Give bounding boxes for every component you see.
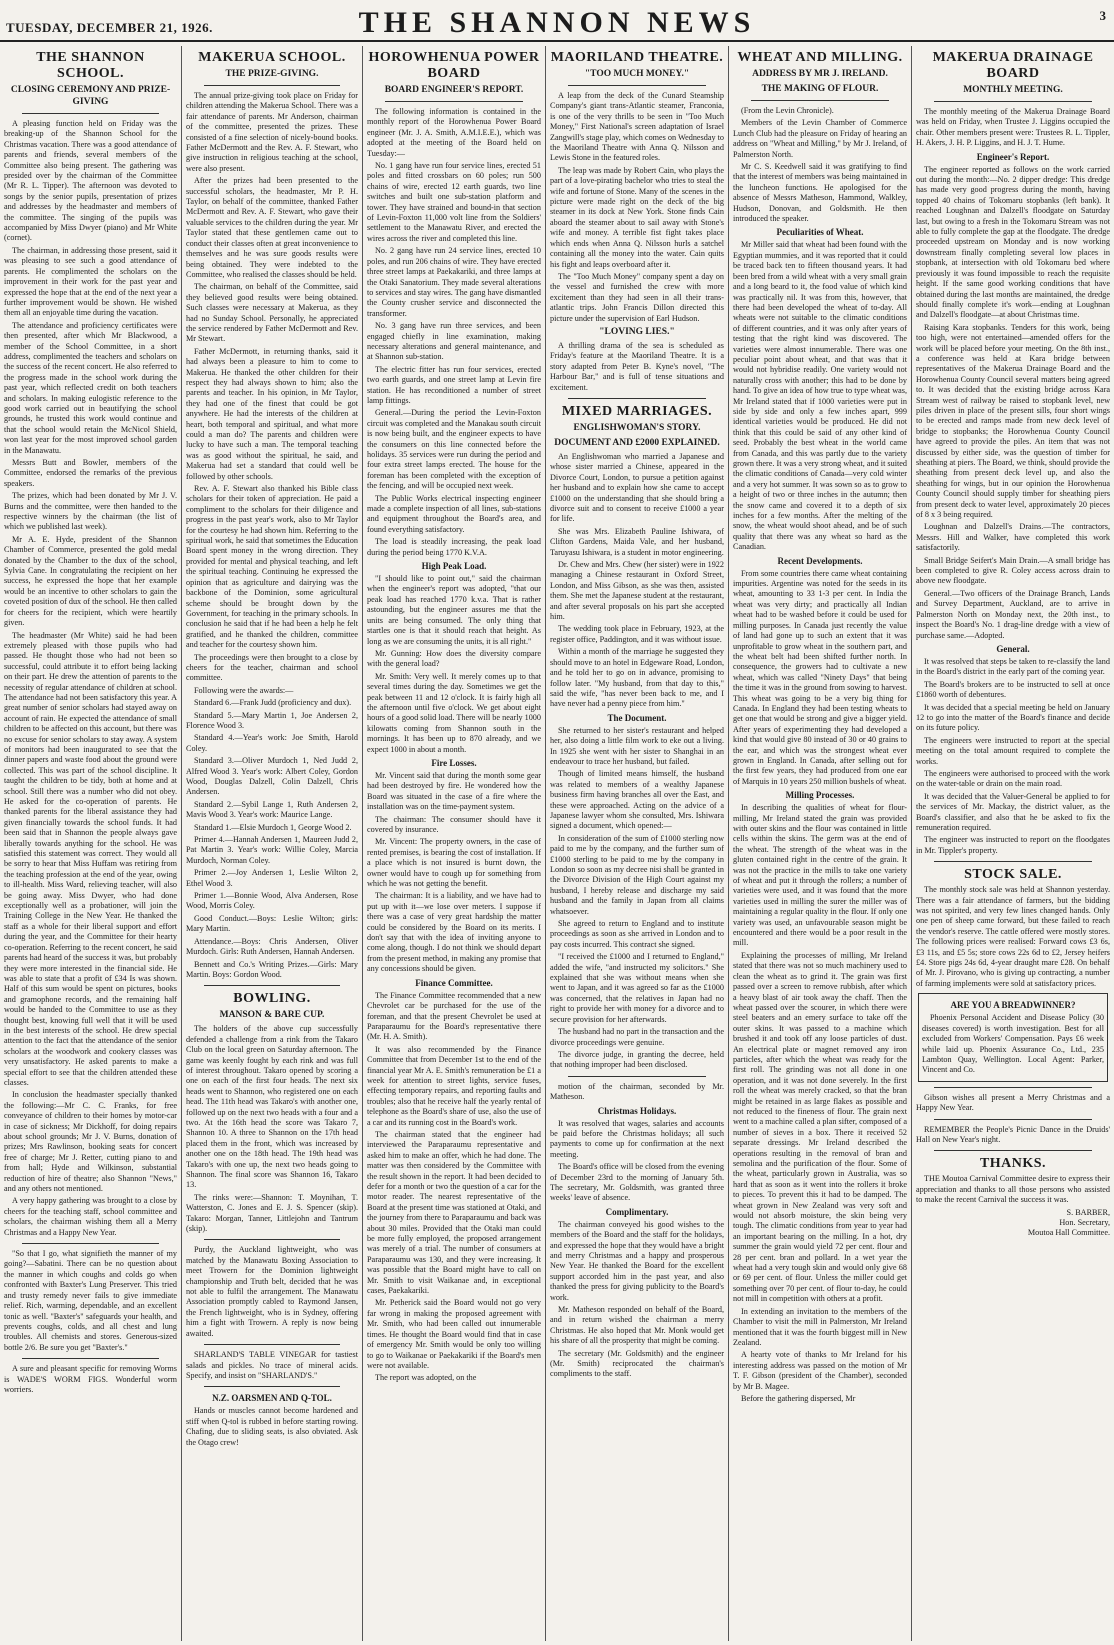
divider (934, 1087, 1092, 1088)
advertisement: A sure and pleasant specific for removing Worms is WADE'S WORM FIGS. Wonderful worm worriers. (4, 1364, 177, 1394)
paragraph: Primer 1.—Bonnie Wood, Alva Andersen, Rose Wood, Morris Coley. (186, 891, 358, 911)
section-heading: Complimentary. (605, 1206, 669, 1217)
subheadline: THE MAKING OF FLOUR. (761, 84, 879, 94)
headline: MAKERUA DRAINAGE BOARD (932, 50, 1094, 81)
section-heading: The Document. (607, 712, 667, 723)
notice: Gibson wishes all present a Merry Christmas and a Happy New Year. (916, 1092, 1110, 1113)
paragraph: It was decided that a special meeting be held on January 12 to go into the matter of the Board's finance and decide on its future policy. (916, 702, 1110, 733)
paragraph: The husband had no part in the transaction and the divorce proceedings were genuine. (550, 1027, 724, 1047)
subheadline: DOCUMENT AND £2000 EXPLAINED. (554, 437, 720, 448)
paragraph: A very happy gathering was brought to a close by cheers for the teaching staff, school committee and scholars, the chairman wishing them all a Merry Christmas and a Happy New Year. (4, 1196, 177, 1237)
divider (568, 1076, 706, 1077)
paragraph: Standard 3.—Oliver Murdoch 1, Ned Judd 2, Alfred Wood 3. Year's work: Albert Coley, Gordon Wood, Douglas Dalzell, Colin Dalzell, Chris Andersen. (186, 756, 358, 797)
paragraph: The engineer reported as follows on the work carried out during the month:—No. 2 dipper dredge: This dredge has made very good progress during the month, having topped 40 chains of Tokomaru stopbanks (left bank). It reached Loughnan and Dalzell's floodgate on Saturday last, but owing to a fresh in the Tokomaru Stream was not able to fully complete the gap at the floodgate. The dredge proceeded upstream on Monday and is now working downstream finally completing several low places in stopbank, at intersection with old Tokomaru bed where previously it was found impossible to reach the requisite height. If the same good working conditions that have obtained during the last months are maintained, the dredge should finally complete it's work—ending at Loughnan and Dalzell's floodgate—at about Christmas time. (916, 164, 1110, 320)
section-heading: Fire Losses. (431, 757, 477, 768)
paragraph: Standard 6.—Frank Judd (proficiency and dux). (194, 698, 352, 708)
signature-name: S. BARBER, (1066, 1207, 1110, 1217)
paragraph: Loughnan and Dalzell's Drains.—The contractors, Messrs. Hill and Walker, have completed this work satisfactorily. (916, 522, 1110, 553)
paragraph: An Englishwoman who married a Japanese and whose sister married a Chinese, appeared in the Divorce Court, London, to pursue a petition against her husband and to explain how she came to accept £1000 on the understanding that she should bring a divorce suit and to consent to receive £1000 a year for life. (550, 451, 724, 524)
paragraph: Primer 4.—Hannah Andersen 1, Maureen Judd 2, Pat Martin 3. Year's work: Willie Coley, Marcia Murdoch, Norman Coley. (186, 835, 358, 865)
paragraph: Dr. Chew and Mrs. Chew (her sister) were in 1922 managing a Chinese restaurant in Oxford Street, London, and Miss Gibson, as she was then, assisted them. She met the Japanese student at the restaurant, and after several proposals on his part she accepted him. (550, 560, 724, 622)
paragraph: In conclusion the headmaster specially thanked the following:—Mr C. C. Franks, for free conveyance of children to their homes by motor-car in case of sickness; Mr Dickhoff, for doing repairs about school grounds; Mr J. V. Burns, donation of prizes; Mrs Rawlinson, booking seats for concert free of charge; Mr J. Retter, cutting piano to and from hall; Hyde and Wilkinson, substantial reduction of hire of theatre; also Shannon "News," and any others not mentioned. (4, 1090, 177, 1194)
paragraph: Explaining the processes of milling, Mr Ireland stated that there was not so much machinery used to clean the wheat as to grind it. The grain was first passed over a screen to remove rubbish, after which a heavy blast of air took away the chaff. Then the wheat passed over the scourer, in which there were steel beaters and an emery surface to take off the outer skins. It was passed to a machine which brushed it and took off any loose particles of dust. An electrical plate or magnet removed any iron particles, after which the wheat was ready for the first roll. The grinding was not all done in one operation, and it was not done severely. In the first roll the wheat was merely cracked, so that the bran might be retained in as large flakes as possible and not reduced to the fineness of flour. The grain next went to a machine called a plan sifter, composed of a number of sieves in a box. There it received 52 separate dressings. Mr Ireland described the operations resulting in the removal of bran and semolina and the purification of the flour. Some of the wheat, particularly grown in Australia, was so hard that as soon as it went into the rollers it broke to pieces. To prevent this it had to be damped. The wheat grown in New Zealand was very soft and would not absorb moisture, the skin being very tough. The climatic conditions from year to year had an important bearing on the milling. In a hot, dry summer the grain would yield 72 per cent. flour and 28 per cent. bran and pollard. In a wet year the wheat had a very tough skin and would only give 68 or 69 per cent. of flour. Unless the miller could get something over 70 per cent. of flour to-day, he could not mill in competition with others at a profit. (733, 950, 907, 1304)
paragraph: In extending an invitation to the members of the Chamber to visit the mill in Palmerston, Mr Ireland mentioned that it was the fourth biggest mill in New Zealand. (733, 1306, 907, 1347)
paragraph: The leap was made by Robert Cain, who plays the part of a love-pirating bachelor who tries to steal the wife and fortune of Stone. Many of the scenes in the picture were made right on the deck of the big steamer in its dock at New York. Stone finds Cain aboard the steamer about to sail away with Stone's wife and money. A terrible fist fight takes place which ends when Anna Q. Nilsson hurls a satchel containing all the money into the water. Cain quits his fight and leaps overboard after it. (550, 165, 724, 269)
divider (22, 113, 159, 114)
section-heading: General. (996, 643, 1030, 654)
paragraph: The engineers were instructed to report at the special meeting on the total amount required to complete the works. (916, 735, 1110, 766)
section-heading: Peculiarities of Wheat. (776, 227, 864, 238)
paragraph: Standard 5.—Mary Martin 1, Joe Andersen 2, Florence Wood 3. (186, 710, 358, 730)
paragraph: A pleasing function held on Friday was the breaking-up of the Shannon School for the Christmas vacation. There was a good attendance of parents and friends, several members of the Committee also being present. The gathering was presided over by the chairman of the Committee (Mr R. L. Tipper). The afternoon was devoted to songs by the senior pupils, presentation of prizes and addresses by the headmaster and members of the committee. The singing of the pupils was accompanied by Miss Dwyer (piano) and Mr White (cornet). (4, 119, 177, 243)
paragraph: No. 3 gang have run three services, and been engaged chiefly in line examination, making necessary alterations and general maintenance, and at Shannon sub-station. (367, 321, 541, 362)
paragraph: Following were the awards:— (194, 685, 294, 695)
paragraph: Within a month of the marriage he suggested they should move to an hotel in Edgeware Road, London, and he told her to go on in advance, promising to follow later. "My husband, from that day to this," said the wife, "has never been back to me, and I have never had a penny piece from him." (550, 647, 724, 709)
paragraph: Father McDermott, in returning thanks, said it had always been a pleasure to him to come to Makerua. He thanked the other children for their respect they had always shown to him; also the parents and teacher. In his opinion, in Mr Taylor, they had one of the finest that could be got anywhere. He had the interests of the children at heart, both temporal and spiritual, and what more could a man do? The parents and children were lucky to have such a man. The temporal teaching was as good without the spiritual, he said, and Makerua had set a standard that could well be followed by other schools. (186, 346, 358, 481)
paragraph: Small Bridge Seifert's Main Drain.—A small bridge has been completed to give R. Coley access across drain to above new floodgate. (916, 555, 1110, 586)
notice: REMEMBER the People's Picnic Dance in the Druids' Hall on New Year's night. (916, 1124, 1110, 1144)
paragraph: (From the Levin Chronicle). (741, 106, 834, 115)
advertisement: Phoenix Personal Accident and Disease Policy (30 diseases covered) is worth investigation. Best for all excluded from Workers' Compensation. Pays £6 week while laid up. Phoenix Assurance Co., Ltd., 235 Lambton Quay, Wellington. Local Agent: Parker, Vincent and Co. (922, 1013, 1104, 1075)
paragraph: The chairman conveyed his good wishes to the members of the Board and the staff for the holidays, and expressed the hope that they would have a bright and merry Christmas and a happy and prosperous New Year. He thanked the Board for the excellent support accorded him in the past year, and also thanked the press for giving publicity to the Board's work. (550, 1219, 724, 1302)
section-heading: Recent Developments. (777, 555, 863, 566)
divider (934, 1119, 1092, 1120)
paragraph: Primer 2.—Joy Andersen 1, Leslie Wilton 2, Ethel Wood 3. (186, 868, 358, 888)
paragraph: The Board's brokers are to be instructed to sell at once £1860 worth of debentures. (916, 679, 1110, 700)
section-heading: Finance Committee. (415, 977, 493, 988)
subheadline: MANSON & BARE CUP. (219, 1010, 325, 1021)
paragraph: The holders of the above cup successfully defended a challenge from a rink from the Takaro Club on the local green on Saturday afternoon. The game was keenly fought by each rink and was full of interest throughout. Takaro opened by scoring a one on each of the first four heads. The next six heads went to Shannon, who registered one on each head. The 11th head was Takaro's with another one, followed up on the next two heads with a four and a two. At the 16th head the score was Takaro 7, Shannon 10. A three to Shannon on the 17th head placed them in the front, which was increased by another one on the 18th head. The 19th head was Takaro's with one up, the next two heads going to Shannon. The final score was Shannon 16, Takaro 13. (186, 1024, 358, 1190)
divider (934, 101, 1092, 102)
column-maoriland-theatre (546, 46, 728, 1641)
paragraph: The engineers were authorised to proceed with the work on the water-table or drain on the main road. (916, 768, 1110, 789)
paragraph: Mr. Petherick said the Board would not go very far wrong in making the proposed agreement with Mr. Smith, who had been called out innumerable times. He thought the Board would find that in case of emergency Mr. Smith would be only too willing to go to Waikanae or Paekakariki if the Board's men were not available. (367, 1298, 541, 1370)
paragraph: The load is steadily increasing, the peak load during the period being 1770 K.V.A. (367, 537, 541, 557)
headline: WHEAT AND MILLING. (737, 50, 903, 65)
paragraph: General.—Two officers of the Drainage Branch, Lands and Survey Department, Auckland, are to arrive in Palmerston North on Monday next, the 20th inst., to inspect the Board's No. 1 drag-line dredge with a view of purchase same.—Adopted. (916, 588, 1110, 640)
paragraph: In consideration of the sum of £1000 sterling now paid to me by the company, and the further sum of £1000 sterling to be paid to me by the company in London so soon as my decree nisi shall be granted in the Divorce Division of the High Court against my husband, I hereby release and discharge my said husband and the family in Japan from all claims whatsoever. (550, 833, 724, 916)
headline: BOWLING. (233, 991, 311, 1007)
paragraph: The monthly stock sale was held at Shannon yesterday. There was a fair attendance of farmers, but the bidding was not spirited, and very few lines changed hands. Only one pen of sheep came forward, but these failed to reach the vendor's reserve. The cattle offered were mostly stores. The following prices were realised: Forward cows £3 6s, £3 11s, and £5 5s; store cows 22s 6d to £2, Jersey heifers £4. Store pigs 24s 6d, 4-year draught mare £28. On behalf of Mr. J. Pirovano, who is giving up contracting, a number of farming implements were sold at satisfactory prices. (916, 885, 1110, 988)
paragraph: No. 2 gang have run 24 service lines, erected 10 poles, and run 206 chains of wire. They have erected three street lamps at Paekakariki, and three lamps at the Otaki Sanatorium. They made several alterations to services and stay wires. The gang have dismantled the County crusher service and disconnected the transformer. (367, 246, 541, 318)
headline: MAKERUA SCHOOL. (198, 50, 346, 65)
paragraph: Mr. Vincent: The property owners, in the case of rented premises, is bearing the cost of installation. If a place which is not insured is burnt down, the owner would have to cough up for something from which he was not getting the benefit. (367, 837, 541, 889)
paragraph: The Finance Committee recommended that a new Chevrolet car be purchased for the use of the foreman, and that the present Chevrolet be used at Paraparaumu for the Board's representative there (Mr. H. A. Smith). (367, 990, 541, 1042)
divider (204, 985, 340, 986)
advertisement-heading: N.Z. OARSMEN AND Q-TOL. (212, 1393, 332, 1404)
advertisement-heading: ARE YOU A BREADWINNER? (950, 1000, 1076, 1011)
divider (204, 1386, 340, 1387)
column-drainage-board (912, 46, 1114, 1641)
paragraph: Mr. Matheson responded on behalf of the Board, and in return wished the chairman a merry Christmas. He also hoped that Mr. Monk would get his share of all the prosperity that might be coming. (550, 1305, 724, 1346)
headline: STOCK SALE. (964, 867, 1062, 883)
paragraph: Purdy, the Auckland lightweight, who was matched by the Manawatu Boxing Association to meet Trowern for the Dominion lightweight championship and Truth belt, decided that he was not able to fulfil the arrangement. The Manawatu Association promptly cabled to Raymond Jansen, the French lightweight, who is in Sydney, offering him a fight with Trowern. A reply is now being awaited. (186, 1245, 358, 1338)
divider (204, 1239, 340, 1240)
headline: MIXED MARRIAGES. (561, 403, 713, 419)
paragraph: "I should like to point out," said the chairman when the engineer's report was adopted, "that our peak load has reached 1770 k.v.a. That is rather astounding, but the engineer assures me that the units are being consumed. The only thing that startles one is that it should reach that height. As long as we are consuming the units, it is all right." (367, 574, 541, 646)
paragraph: Members of the Levin Chamber of Commerce Lunch Club had the pleasure on Friday of hearing an address on "Wheat and Milling," by Mr J. Ireland, of Palmerston North. (733, 118, 907, 159)
paragraph: General.—During the period the Levin-Foxton circuit was completed and the Manakau south circuit is now being built, and the engineer expects to have the consumers on this line connected before the holidays. 35 services were run during the period and four extra street lamps erected. The house for the foreman has been completed with the exception of the fencing, and will be occupied next week. (367, 408, 541, 491)
subheadline: MONTHLY MEETING. (963, 85, 1063, 95)
paragraph: It was resolved that wages, salaries and accounts be paid before the Christmas holidays; all such payments to come up for confirmation at the next meeting. (550, 1118, 724, 1159)
masthead (0, 0, 1114, 42)
headline: THANKS. (979, 1156, 1047, 1172)
divider (22, 1358, 159, 1359)
advertisement: Hands or muscles cannot become hardened and stiff when Q-tol is rubbed in before starting rowing. Chafing, due to sliding seats, is also obviated. Ask the Otago crew! (186, 1406, 358, 1447)
paragraph: Raising Kara stopbanks. Tenders for this work, being too high, were not entertained—amended offers for the work will be placed before your meeting. On the 8th inst., a conference was held at Kara bridge between representatives of the Makerua Drainage Board and the Horowhenua County Council several matters being agreed to. It was decided that the existing bridge across Kara Stream west of railway be raised to stopbank level, new piles driven in place of the present sills, four short wings to be erected and ramps made from new deck level of bridge to stopbanks; the Horowhenua County Council have agreed to provide the piles. An item that was not discussed by either side, was the question of timber for sheathing at piers. The Board, we think, should provide the sheathing from present deck level up, and also the sheathing for wings, but in our opinion the Horowhenua County Council should supply timber for sheathing piers from present deck to water level, approximately 20 pieces of 8 x 3 being required. (916, 322, 1110, 520)
paragraph: A hearty vote of thanks to Mr Ireland for his interesting address was passed on the motion of Mr T. F. Gibson (president of the Chamber), seconded by Mr B. Magee. (733, 1350, 907, 1391)
paragraph: The secretary (Mr. Goldsmith) and the engineer (Mr. Smith) reciprocated the chairman's compliments to the staff. (550, 1348, 724, 1379)
section-heading: Christmas Holidays. (597, 1105, 677, 1116)
paragraph: The prizes, which had been donated by Mr J. V. Burns and the committee, were then handed to the respective winners by the chairman (the list of which we published last week). (4, 491, 177, 532)
headline: HOROWHENUA POWER BOARD (368, 50, 540, 81)
paragraph: The chairman stated that the engineer had interviewed the Paraparaumu representative and asked him to make an offer, which he had done. The matter was then considered by the Committee with the result shown in the report. It had been decided to defer for a month or two the question of a car for the motor reader. The nearest representative of the Board at the present time was stationed at Otaki, and the journey from there to Paraparaumu and back was about 30 miles. Provided that the Otaki man could be more fully employed, the proposed arrangement was merely of a trial. The number of consumers at Paraparaumu was 130, and they were increasing. It was possible that the Board might have to call on Mr. Smith to visit Waikanae and, in exceptional cases, Paekakariki. (367, 1129, 541, 1296)
paragraph: The attendance and proficiency certificates were then presented, after which Mr Blackwood, a member of the School Committee, in a short address, complimented the teachers and scholars on the success of the recent concert. He also referred to the progress made in the school work during the past year, which reflected credit on both teachers and scholars. In making eulogistic reference to the good work carried out in beautifying the school grounds, he trusted this work would continue and that the school would retain the McNicol Shield, won last year for the most improved school garden in the Manawatu. (4, 320, 177, 455)
column-makerua-school (182, 46, 362, 1641)
paragraph: THE Moutoa Carnival Committee desire to express their appreciation and thanks to all those persons who assisted to make the recent Carnival the success it was. (916, 1174, 1110, 1205)
paragraph: In describing the qualities of wheat for flour-milling, Mr Ireland stated the grain was provided with outer skins and the flour was contained in little cells within the skins. The germ was at the end of the wheat. The strength of the wheat was in the gluten contained right in the centre of the grain. It was not the practice in the mills to take one variety of wheat and put it through the rollers; a number of varieties were used, and it was found that the more varieties used in milling the surer the miller was of maintaining a regular quality in the flour. If only one variety was used, an unfavourable season might be encountered and there would be a poor result in the mill. (733, 803, 907, 948)
paragraph: The rinks were:—Shannon: T. Moynihan, T. Watterston, C. Jones and E. J. S. Spencer (skip). Takaro: Morgan, Tanner, Littlejohn and Tantrum (skip). (186, 1192, 358, 1234)
subheadline: ADDRESS BY MR J. IRELAND. (752, 69, 888, 79)
divider (204, 1344, 340, 1345)
paragraph: It was decided that the Valuer-General be applied to for the services of Mr. Mackay, the district valuer, as the Board's classifier, and also that he be asked to fix the remuneration required. (916, 791, 1110, 832)
paragraph: After the prizes had been presented to the successful scholars, the headmaster, Mr P. H. Taylor, on behalf of the committee, thanked Father McDermott and Rev. A. F. Stewart, who gave their valuable services to the children during the year. Mr Taylor stated that these gentlemen came out to conduct their classes often at great inconvenience to themselves and he was sure goods results were being obtained. They were indebted to the Committee, who realised the classes should be held. (186, 176, 358, 279)
divider (204, 85, 340, 86)
subheadline: THE PRIZE-GIVING. (225, 69, 319, 79)
paragraph: Standard 2.—Sybil Lange 1, Ruth Andersen 2, Mavis Wood 3. Year's work: Maurice Lange. (186, 799, 358, 820)
paragraph: A thrilling drama of the sea is scheduled as Friday's feature at the Maoriland Theatre. It is a story adapted from Peter B. Kyne's novel, "The Harbour Bar," and is full of tense situations and excitement. (550, 340, 724, 392)
divider (385, 101, 523, 102)
divider (568, 398, 706, 399)
column-wheat-milling (729, 46, 911, 1641)
subheadline: "TOO MUCH MONEY." (584, 69, 690, 79)
subheadline: CLOSING CEREMONY AND PRIZE-GIVING (10, 85, 171, 107)
paragraph: It was resolved that steps be taken to re-classify the land in the Board's district in the early part of the coming year. (916, 656, 1110, 677)
paragraph: Though of limited means himself, the husband was related to members of a wealthy Japanese business firm having branches all over the East, and these were approached. Acting on the advice of a Japanese lawyer whom she consulted, Mrs. Ishiwara signed a document, which opened:— (550, 769, 724, 831)
paragraph: Standard 1.—Elsie Murdoch 1, George Wood 2. (194, 822, 352, 832)
paragraph: The "Too Much Money" company spent a day on the vessel and furnished the crew with more excitement than they had seen in all their trans-atlantic trips. John Francis Dillon directed this picture under the supervision of Earl Hudson. (550, 271, 724, 323)
subheadline: "LOVING LIES." (599, 326, 675, 337)
paragraph: It was also recommended by the Finance Committee that from December 1st to the end of the financial year Mr A. E. Smith's remuneration be £1 a week for attention to street lights, service fuses, effecting temporary repairs, and reporting faults and troubles; also that he receive half the yearly rental of telephone as the Board's share of use, also the use of a car and its running cost in the Board's work. (367, 1044, 541, 1127)
paragraph: Attendance.—Boys: Chris Andersen, Oliver Murdoch. Girls: Ruth Andersen, Hannah Andersen. (186, 936, 358, 957)
paragraph: Mr Miller said that wheat had been found with the Egyptian mummies, and it was reported that it could be traced back ten to fifteen thousand years. It had been bred from a wild wheat with a very small grain and a long beard to it, the food value of which kind was practically nil. It was from this, however, that there had been developed the wheat of to-day. All wheats were not suitable to the climatic conditions of different countries, and it was only after years of testing that the right kind was discovered. The varieties were almost innumerable. There was one peculiar point about wheat, and that was that it would not hybridise readily. One variety would not naturally cross with another; this had to be done by hand. To give an idea of how true to type wheat was, Mr Ireland stated that if 1000 varieties were put in side by side and only a few inches apart, 999 identical varieties would be produced. He did not think that this could be said of any other kind of seed. Probably the best wheat in the world came from Canada, and this was partly due to the variety grown there. It was a very strong wheat, and it suited the climatic conditions of Canada—very cold winter and a very hot summer. It was sown so as to grow to a height of two or three inches in the autumn; then the snow came and covered it to a depth of six inches for a few months. After the melting of the snow, the wheat would shoot ahead, and be of such quality that there was any wheat so hard as the Canadian. (733, 240, 907, 552)
paragraph: Mr. Gunning: How does the diversity compare with the general load? (367, 648, 541, 669)
paragraph: The report was adopted, on the (375, 1373, 477, 1383)
divider (934, 861, 1092, 862)
section-heading: Milling Processes. (785, 790, 855, 801)
paragraph: Before the gathering dispersed, Mr (741, 1393, 856, 1403)
paragraph: The following information is contained in the monthly report of the Horowhenua Power Board engineer (Mr. J. A. Smith, A.M.I.E.E.), which was adopted at the meeting of the Board held on Tuesday:— (367, 107, 541, 158)
subheadline: BOARD ENGINEER'S REPORT. (384, 85, 524, 95)
paragraph: The wedding took place in February, 1923, at the register office, Paddington, and it was without issue. (550, 624, 724, 644)
subheadline: ENGLISHWOMAN'S STORY. (573, 422, 701, 433)
issue-date: TUESDAY, DECEMBER 21, 1926. (6, 20, 213, 35)
paragraph: Mr C. S. Keedwell said it was gratifying to find that the interest of members was being maintained in the luncheon functions. He apologised for the absence of Messrs Matheson, Hammond, Walkley, Hudson, Donovan, and Goldsmith. He then introduced the speaker. (733, 162, 907, 224)
column-power-board (363, 46, 545, 1641)
divider (934, 1150, 1092, 1151)
paragraph: Mr A. E. Hyde, president of the Shannon Chamber of Commerce, presented the gold medal donated by the Chamber to the dux of the school, Sylvia Cane. In congratulating the recipient on her success, he expressed the hope that her example would be an incentive to other scholars to gain the coveted position of dux of the school. He then called for cheers for the recipient, which were heartily given. (4, 534, 177, 628)
paragraph: The engineer was instructed to report on the floodgates in Mr. Tippler's property. (916, 835, 1110, 855)
paragraph: The electric fitter has run four services, erected two earth guards, and one street lamp at Levin fire station. He has reconditioned a number of street lamp fittings. (367, 364, 541, 405)
divider (751, 100, 889, 101)
paragraph: The Board's office will be closed from the evening of December 23rd to the morning of January 5th. The secretary, Mr. Goldsmith, was granted three weeks' leave of absence. (550, 1162, 724, 1203)
paragraph: She agreed to return to England and to institute proceedings as soon as she arrived in London and to pay costs incurred. This contract she signed. (550, 919, 724, 949)
section-heading: High Peak Load. (421, 561, 487, 572)
paragraph: Mr. Vincent said that during the month some gear had been destroyed by fire. He wondered how the Board was situated in the case of a fire where the installation was on the time-payment system. (367, 770, 541, 812)
paragraph: The chairman, in addressing those present, said it was pleasing to see such a good attendance of parents. He complimented the scholars on the improvement in their work for the past year and expressed the hope that at the end of the next year a further improvement would be shown. He wished them all an enjoyable time during the vacation. (4, 245, 177, 318)
paragraph: She returned to her sister's restaurant and helped her, also doing a little film work to eke out a living. In 1925 she went with her sister to Shanghai in an endeavour to trace her husband, but failed. (550, 725, 724, 766)
paragraph: Mr. Smith: Very well. It merely comes up to that several times during the day. Sometimes we get the peak between 11 and 12 o'clock. It is fairly high all the afternoon until five o'clock. We get about eight hours of a good solid load. There will be nearly 1000 kilowatts coming from Shannon south in the mornings. It has been up to 870 already, and we expect 1000 in about a month. (367, 671, 541, 754)
paragraph: She was Mrs. Elizabeth Pauline Ishiwara, of Clifton Gardens, Maida Vale, and her husband, Taruyasu Ishiwara, is a student in motor engineering. (550, 526, 724, 557)
advertisement: SHARLAND'S TABLE VINEGAR for tastiest salads and pickles. No trace of mineral acids. Specify, and insist on "SHARLAND'S." (186, 1350, 358, 1380)
column-shannon-school (0, 46, 181, 1641)
page-number: 3 (1099, 8, 1106, 23)
paragraph: Standard 4.—Year's work: Joe Smith, Harold Coley. (186, 733, 358, 753)
paragraph: Good Conduct.—Boys: Leslie Wilton; girls: Mary Martin. (186, 913, 358, 934)
paragraph: motion of the chairman, seconded by Mr. Matheson. (550, 1081, 724, 1102)
divider (22, 1243, 159, 1244)
signature-org: Moutoa Hall Committee. (1027, 1228, 1110, 1238)
paragraph: The chairman: The consumer should have it covered by insurance. (367, 814, 541, 834)
paragraph: "I received the £1000 and I returned to England," added the wife, "and instructed my solicitors." She explained that she was without means when she went to Japan, and it was agreed so far as the £1000 was concerned, that the relatives in Japan had no right to provide her with money for a divorce and to secure provision for her afterwards. (550, 952, 724, 1024)
paragraph: From some countries there came wheat containing impurities. Argentine was noted for the seeds in its wheat, amounting to 33 1-3 per cent. In India the wheat was very dirty; and practically all Indian wheat had to be washed before it could be used for milling purposes. In Canada just recently the value of land had gone up to such an extent that it was unprofitable to grow wheat in the southern part, and the wheat belt had been shifted further north. In consequence, the growers had to cultivate a new wheat, which was called "Ninety Days" that being the time it was in the ground from sowing to harvest. This wheat was going to be a very big thing for Canada. In England they had been testing wheats to get one that would be strong and give a bigger yield. After years of experimenting they had developed a kind that would give 80 instead of 30 or 40 grains to the ear, and which was the strongest wheat ever grown in England. In Canada, after selling out for the first few years, they had produced from one ear of Marquis in 10 years 250 million bushels of wheat. (733, 568, 907, 786)
section-heading: Engineer's Report. (976, 151, 1050, 162)
paragraph: The chairman, on behalf of the Committee, said they believed good results were being obtained. Such classes were necessary at Makerua, as they had no Sunday School. Personally, he appreciated the service rendered by Father McDermott and Rev. Mr Stewart. (186, 282, 358, 344)
signature-title: Hon. Secretary, (1059, 1217, 1110, 1227)
paragraph: The annual prize-giving took place on Friday for children attending the Makerua School. There was a fair attendance of parents. Mr Anderson, chairman of the committee, presented the prizes. These consisted of a fine selection of nicely-bound books. Father McDermott and the Rev. A. F. Stewart, who give instruction in religious teaching at the school, were also present. (186, 91, 358, 173)
paragraph: The proceedings were then brought to a close by cheers for the teacher, chairman and school committee. (186, 652, 358, 683)
headline: THE SHANNON SCHOOL. (36, 50, 145, 81)
paragraph: No. 1 gang have run four service lines, erected 51 poles and fitted crossbars on 60 poles; run 500 chains of wire, erected 12 earth guards, two line switches and built one sub-station platform and tower. They have strained and bound-in that section of Levin-Foxton 11,000 volt line from the Soldiers' settlement to the Manawatu River, and erected the wires across the river and completed this line. (367, 161, 541, 243)
newspaper-title: THE SHANNON NEWS (358, 6, 756, 39)
paragraph: A leap from the deck of the Cunard Steamship Company's giant trans-Atlantic steamer, Franconia, is one of the very thrills to be seen in "Too Much Money," First National's screen adaptation of Israel Zangwill's stage play, which comes on Wednesday to the Maoriland Theatre with Anna Q. Nilsson and Lewis Stone in the featured roles. (550, 91, 724, 163)
paragraph: The monthly meeting of the Makerua Drainage Board was held on Friday, when Trustee J. Liggins occupied the chair. Other members present were: Trustees R. L. Tippler, H. Akers, J. H. P. Liggins, and H. J. T. Hume. (916, 107, 1110, 148)
paragraph: The chairman: It is a liability, and we have had to put up with it—we lose over meters. I suppose if there was a case of very great hardship the matter could be considered by the Board on its merits. I don't say that with the idea of inviting anyone to come along, though. I do not think we should depart from the present method, in making any promise that any concessions should be given. (367, 891, 541, 974)
advertisement-box (918, 993, 1108, 1081)
paragraph: Messrs Butt and Bowler, members of the Committee, endorsed the remarks of the previous speakers. (4, 458, 177, 488)
advertisement: "So that I go, what signifieth the manner of my going?—Sabatini. There can be no question about the manner in which coughs and colds go when confronted with Baxter's Lung Preserver. This tried and trusty remedy never fails to give immediate relief. Rich, warming, dependable, and an excellent tonic as well. "Baxter's" safeguards your health, and prevents coughs, colds, and all chest and lung troubles. All chemists and stores. Generous-sized bottle 2/6. Be sure you get "Baxter's." (4, 1249, 177, 1352)
paragraph: The divorce judge, in granting the decree, held that nothing improper had been disclosed. (550, 1049, 724, 1070)
divider (568, 85, 706, 86)
paragraph: The headmaster (Mr White) said he had been extremely pleased with those pupils who had passed. He thought those who had not been so successful, could attribute it to effort being lacking on their part. He drew the attention of parents to the necessity of regular attendance of children at school. The attendance had not been satisfactory this year. A great number of senior scholars had stayed away on account of rain. He expected the attendance of small children to be affected on this account, but there was no excuse for senior scholars to stay away. A system of monitors had been inaugurated to see that the dinner papers and waste food about the ground were collected. This was part of the school discipline. It taught the children to be tidy, both at home and at school. Still there was a number who did not obey. He asked for the co-operation of parents. He thanked parents for the liberal assistance they had given financially towards the school funds. It had been said that in Shannon the people always gave liberally towards anything for the school. He was satisfied this statement was correct. They would all be sorry to hear that Miss Huffam was retiring from the teaching profession at the end of the year, owing to ill-health. Miss Ward, relieving teacher, will also be going away. Miss Dwyer, who had done exceptionally well as a probationer, will join the Training College in the New Year. He thanked the staff as a whole for their liberal support and effort during the year, and the Committee for their hearty co-operation. Referring to the recent concert, he said parents had heard of the success it was, but probably they were more interested in the financial side. He was able to state that a profit of £34 Is was shown. Half of this sum would be spent on pictures, books and gramophone records, and the remaining half would be handed to the Committee to use as they thought best, knowing full well that it will be used in the best interests of the school. He drew special attention to the fact that the attendance of the senior scholars at the woodwork and cookery classes was very unsatisfactory. He asked parents to make a special effort to see that the children attended these classes. (4, 630, 177, 1087)
paragraph: The Public Works electrical inspecting engineer made a complete inspection of all lines, sub-stations and equipment throughout the Board's area, and found everything satisfactory. (367, 493, 541, 534)
paragraph: Bennett and Co.'s Writing Prizes.—Girls: Mary Martin. Boys: Gordon Wood. (186, 959, 358, 979)
headline: MAORILAND THEATRE. (550, 50, 724, 65)
paragraph: Rev. A. F. Stewart also thanked his Bible class scholars for their token of appreciation. He paid a compliment to the scholars for their diligence and progress in the past year's work, also to Mr Taylor for the courtesy he had shown him. Referring to the spiritual work, he said that sometimes the Education Board spent money in the wrong direction. They provided for mental and physical teaching, and left the spiritual teaching. Continuing he expressed the opinion that as agriculture and dairying was the backbone of the Dominion, some agricultural scheme should be brought down by the Government, for teaching in the primary schools. In conclusion he said that if he had been a help he felt gratified, and he thanked the children, committee and teacher for the courtesy shown him. (186, 484, 358, 650)
